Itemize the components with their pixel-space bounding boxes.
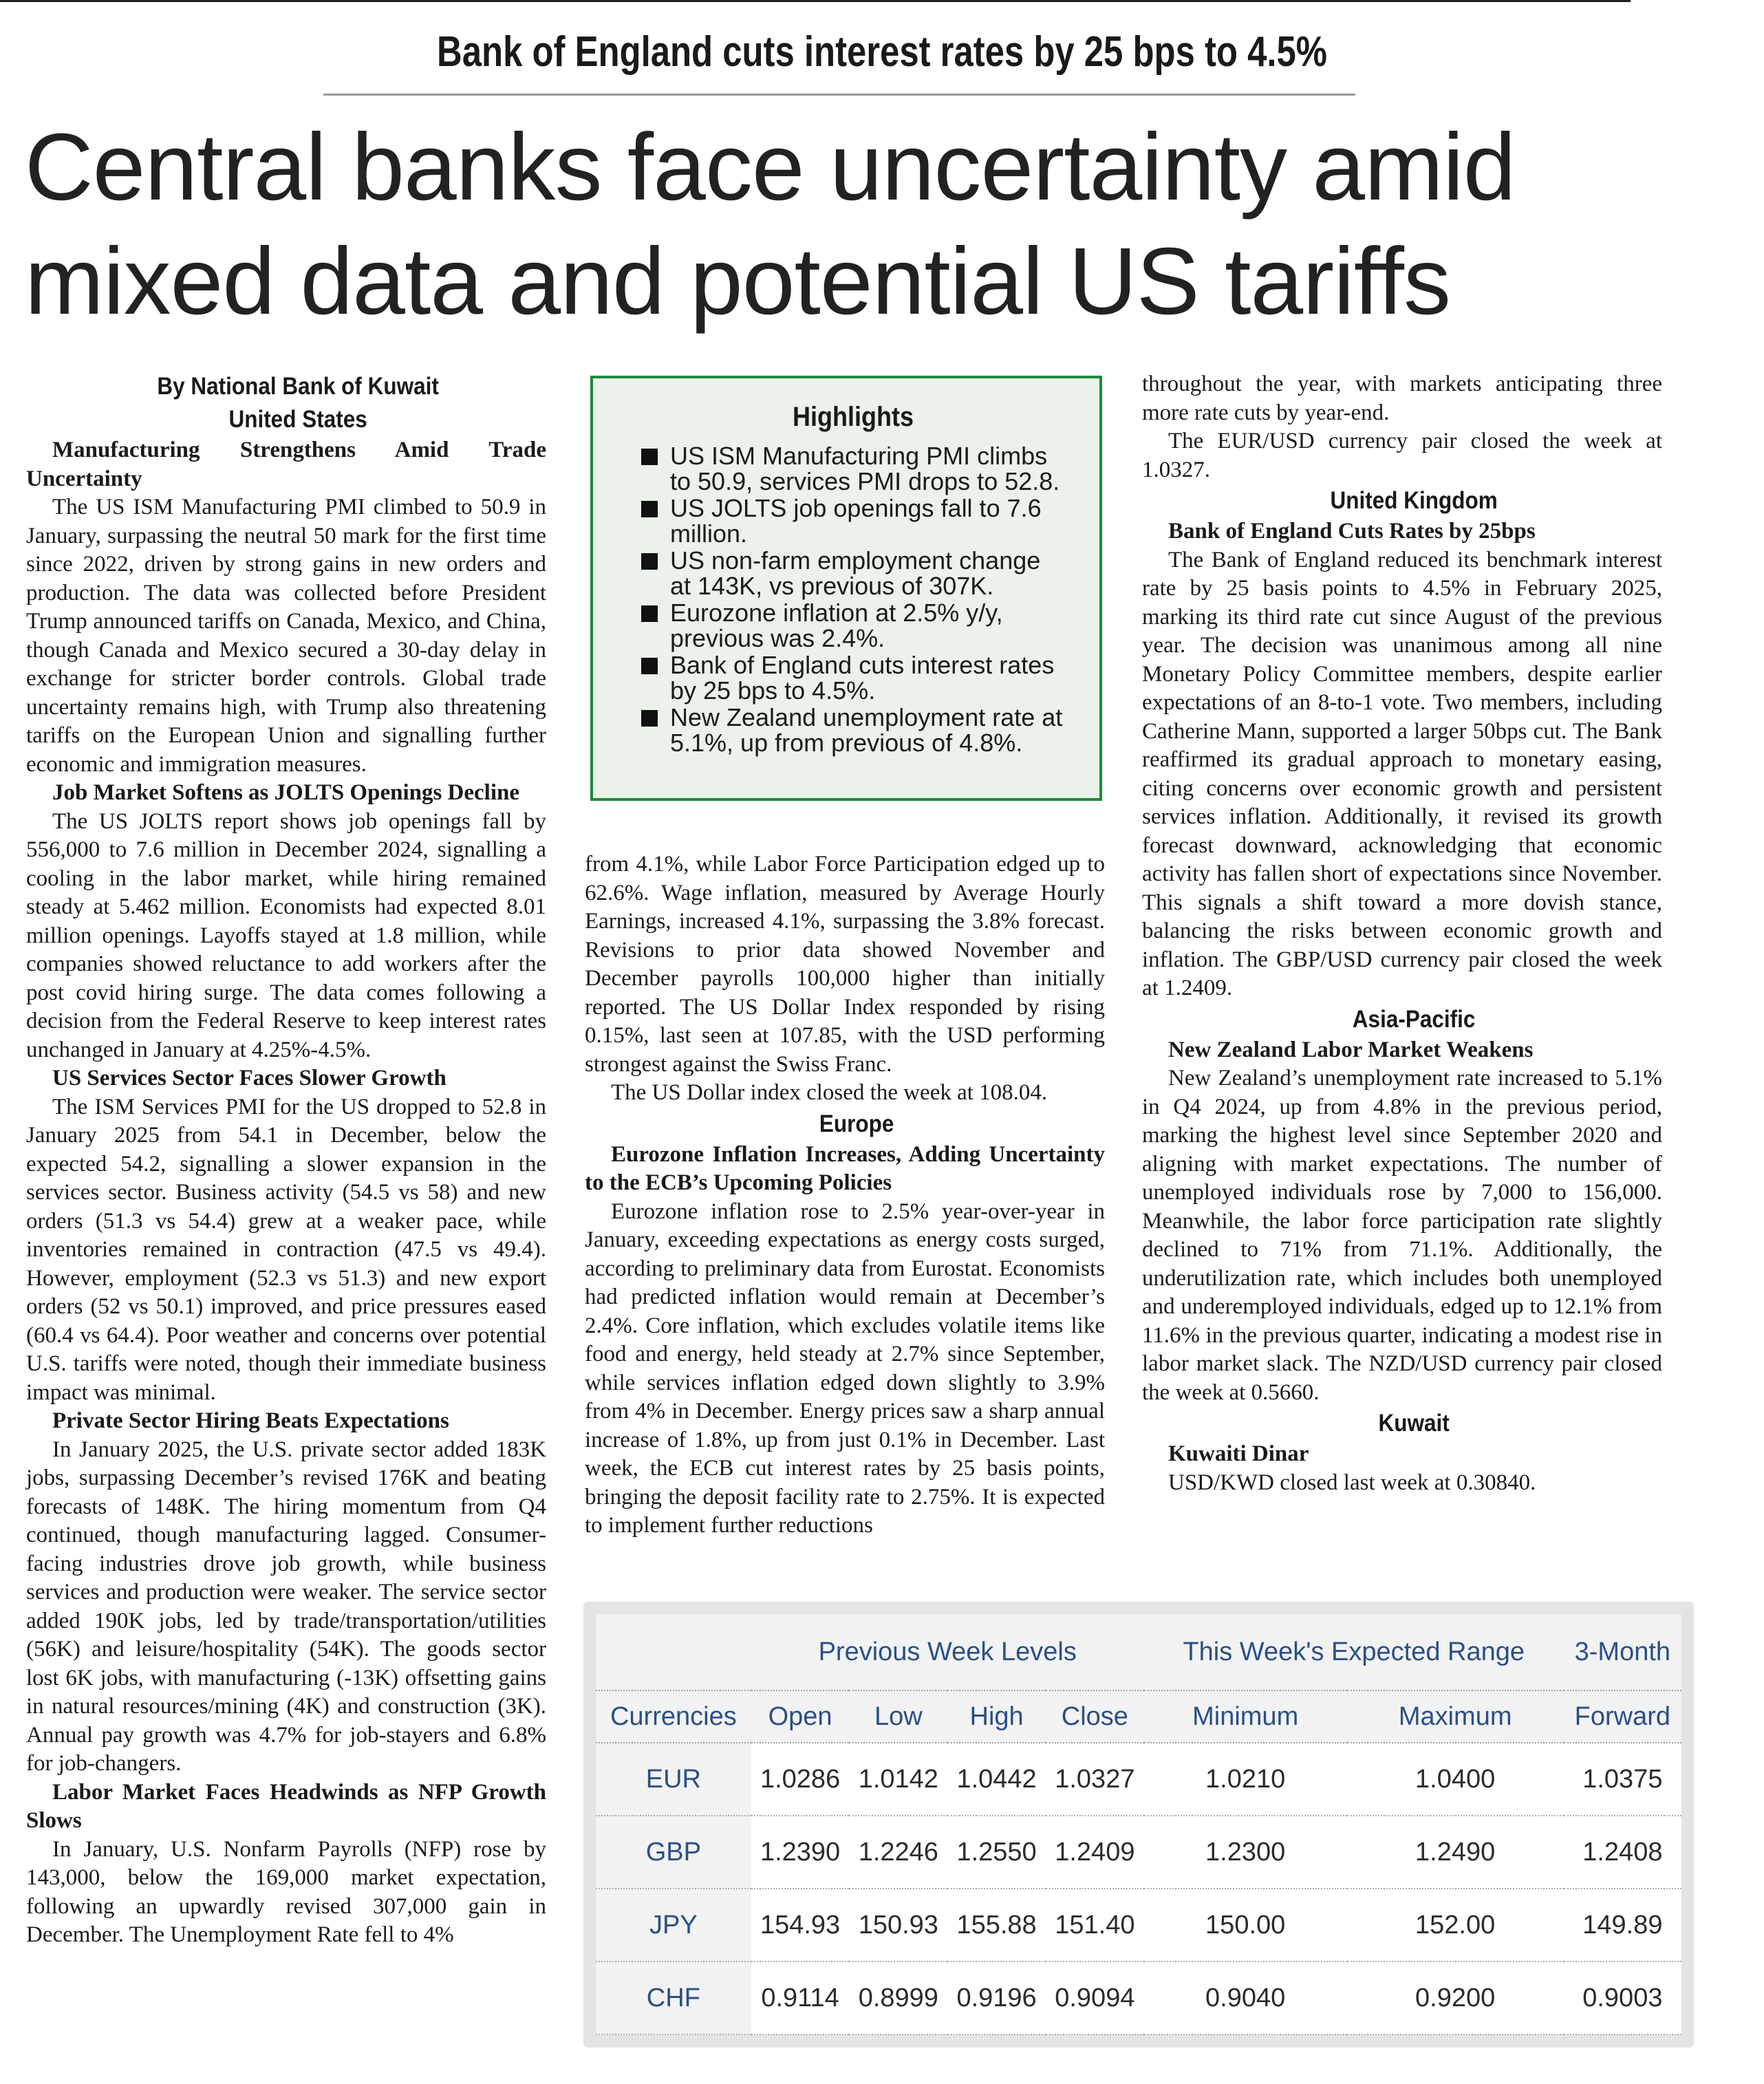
- column-header: Forward: [1564, 1690, 1681, 1743]
- currency-cell: CHF: [596, 1962, 751, 2034]
- bullet-square-icon: [641, 449, 658, 465]
- table-cell: 0.8999: [849, 1962, 947, 2034]
- paragraph-nfp-part1: In January, U.S. Nonfarm Payrolls (NFP) rose by 143,000, below the 169,000 market expectation, following an upwardly revised 307,000 gain in December. The Unemployment Rate fell to 4%: [26, 1836, 546, 1947]
- table-cell: 1.0142: [849, 1743, 947, 1816]
- table-row: [596, 1816, 1681, 1889]
- column-header: Minimum: [1144, 1690, 1347, 1743]
- bullet-square-icon: [641, 605, 658, 622]
- paragraph-eurozone: Eurozone inflation rose to 2.5% year-over-year in January, exceeding expectations as energy costs surged, according to preliminary data from Eurostat. Economists had predicted inflation would remain at December’s 2.4%. Core inflation, which excludes volatile items like food and energy, held steady at 2.7% since September, while services inflation edged down slightly to 3.9% from 4% in December. Energy prices saw a sharp annual increase of 1.8%, up from just 0.1% in December. Last week, the ECB cut interest rates by 25 basis points, bringing the deposit facility rate to 2.75%. It is expected to implement further reductions: [585, 1199, 1105, 1538]
- subhead-boe: Bank of England Cuts Rates by 25bps: [1168, 519, 1536, 544]
- table-cell: 0.9003: [1564, 1962, 1681, 2034]
- table-column-header-row: [596, 1690, 1681, 1743]
- table-cell: 0.9196: [947, 1962, 1046, 2034]
- highlights-box: [590, 376, 1102, 801]
- table-cell: 1.0286: [751, 1743, 850, 1816]
- table-cell: 155.88: [947, 1889, 1046, 1962]
- paragraph-dxy-close: The US Dollar index closed the week at 108.04.: [611, 1080, 1048, 1105]
- bullet-square-icon: [641, 710, 658, 727]
- section-united-kingdom: United Kingdom: [1330, 487, 1498, 514]
- highlight-item: [641, 548, 1065, 599]
- table-cell: 1.0327: [1046, 1743, 1144, 1816]
- table-group-header-row: [596, 1614, 1681, 1690]
- kicker-headline: Bank of England cuts interest rates by 25 bps to 4.5%: [437, 28, 1327, 76]
- column-2: [585, 850, 1105, 1540]
- highlight-text: Bank of England cuts interest rates by 25 bps to 4.5%.: [670, 651, 1055, 705]
- table-cell: 151.40: [1046, 1889, 1144, 1962]
- subhead-new-zealand: New Zealand Labor Market Weakens: [1168, 1037, 1534, 1062]
- fx-table: [596, 1614, 1681, 2035]
- table-cell: 1.2246: [849, 1816, 947, 1889]
- table-cell: 1.2408: [1564, 1816, 1681, 1889]
- column-1: [26, 370, 546, 1950]
- table-cell: 1.0210: [1144, 1743, 1347, 1816]
- highlight-item: [641, 600, 1065, 651]
- paragraph-boe: The Bank of England reduced its benchmark interest rate by 25 basis points to 4.5% in February 2025, marking its third rate cut since August of the previous year. The decision was unanimous among all nine Monetary Policy Committee members, despite earlier expectations of an 8-to-1 vote. Two members, including Catherine Mann, supported a larger 50bps cut. The Bank reaffirmed its gradual approach to monetary easing, citing concerns over economic growth and persistent services inflation. Additionally, it revised its growth forecast downward, acknowledging that economic activity has fallen short of expectations since November. This signals a shift toward a more dovish stance, balancing the risks between economic growth and inflation. The GBP/USD currency pair closed the week at 1.2409.: [1142, 547, 1662, 1000]
- main-headline: Central banks face uncertainty amid mixed data and potential US tariffs: [25, 114, 1516, 334]
- section-europe: Europe: [819, 1110, 894, 1137]
- fx-table-panel: [583, 1602, 1694, 2048]
- highlight-text: US ISM Manufacturing PMI climbs to 50.9, services PMI drops to 52.8.: [670, 442, 1060, 495]
- column-3: [1142, 370, 1662, 1497]
- currency-cell: JPY: [596, 1889, 751, 1962]
- subhead-jolts: Job Market Softens as JOLTS Openings Decline: [52, 780, 520, 805]
- subhead-manufacturing: Manufacturing Strengthens Amid Trade Uncertainty: [26, 438, 546, 491]
- paragraph-private-hiring: In January 2025, the U.S. private sector added 183K jobs, surpassing December’s revised 176K and beating forecasts of 148K. The hiring momentum from Q4 continued, though manufacturing lagged. Consumer-facing industries drove job growth, while business services and production were weaker. The service sector added 190K jobs, led by trade/transportation/utilities (56K) and leisure/hospitality (54K). The goods sector lost 6K jobs, with manufacturing (-13K) offsetting gains in natural resources/mining (4K) and construction (3K). Annual pay growth was 4.7% for job-stayers and 6.8% for job-changers.: [26, 1437, 546, 1776]
- highlight-item: [641, 495, 1065, 546]
- paragraph-eurozone-cont: throughout the year, with markets anticipating three more rate cuts by year-end.: [1142, 372, 1662, 425]
- currency-cell: GBP: [596, 1816, 751, 1889]
- table-cell: 0.9114: [751, 1962, 850, 2034]
- table-row: [596, 1743, 1681, 1816]
- column-header: Open: [751, 1690, 850, 1743]
- subhead-kuwaiti-dinar: Kuwaiti Dinar: [1168, 1441, 1309, 1466]
- paragraph-nfp-part2: from 4.1%, while Labor Force Participation edged up to 62.6%. Wage inflation, measured by Average Hourly Earnings, increased 4.1%, surpassing the 3.8% forecast. Revisions to prior data showed November and December payrolls 100,000 higher than initially reported. The US Dollar Index responded by rising 0.15%, last seen at 107.85, with the USD performing strongest against the Swiss Franc.: [585, 852, 1105, 1077]
- column-header: Low: [849, 1690, 947, 1743]
- table-cell: 150.93: [849, 1889, 947, 1962]
- paragraph-new-zealand: New Zealand’s unemployment rate increased to 5.1% in Q4 2024, up from 4.8% in the previous period, marking the highest level since September 2020 and aligning with market expectations. The number of unemployed individuals rose by 7,000 to 156,000. Meanwhile, the labor force participation rate slightly declined to 71% from 71.1%. Additionally, the underutilization rate, which includes both unemployed and underemployed individuals, edged up to 12.1% from 11.6% in the previous quarter, indicating a modest rise in labor market slack. The NZD/USD currency pair closed the week at 0.5660.: [1142, 1066, 1662, 1405]
- table-row: [596, 1962, 1681, 2034]
- table-cell: 1.0400: [1347, 1743, 1564, 1816]
- table-cell: 1.2409: [1046, 1816, 1144, 1889]
- section-asia-pacific: Asia-Pacific: [1352, 1005, 1476, 1033]
- paragraph-kuwaiti-dinar: USD/KWD closed last week at 0.30840.: [1168, 1470, 1536, 1495]
- column-header: Close: [1046, 1690, 1144, 1743]
- bullet-square-icon: [641, 501, 658, 517]
- header-three-month: 3-Month: [1574, 1637, 1671, 1666]
- highlights-title: Highlights: [793, 402, 914, 432]
- paragraph-jolts: The US JOLTS report shows job openings fall by 556,000 to 7.6 million in December 2024, signalling a cooling in the labor market, while hiring remained steady at 5.462 million. Economists had expected 8.01 million openings. Layoffs stayed at 1.8 million, while companies showed reluctance to add workers after the post covid hiring surge. The data comes following a decision from the Federal Reserve to keep interest rates unchanged in January at 4.25%-4.5%.: [26, 808, 546, 1062]
- table-header-blank: [596, 1614, 751, 1690]
- bullet-square-icon: [641, 658, 658, 674]
- section-united-states: United States: [228, 406, 367, 433]
- table-cell: 152.00: [1347, 1889, 1564, 1962]
- paragraph-manufacturing: The US ISM Manufacturing PMI climbed to 50.9 in January, surpassing the neutral 50 mark for the first time since 2022, driven by strong gains in new orders and production. The data was collected before President Trump announced tariffs on Canada, Mexico, and China, though Canada and Mexico secured a 30-day delay in exchange for stricter border controls. Global trade uncertainty remains high, with Trump also threatening tariffs on the European Union and signalling further economic and immigration measures.: [26, 495, 546, 777]
- paragraph-eur-close: The EUR/USD currency pair closed the week at 1.0327.: [1142, 429, 1662, 482]
- column-header: High: [947, 1690, 1046, 1743]
- subhead-eurozone: Eurozone Inflation Increases, Adding Uncertainty to the ECB’s Upcoming Policies: [585, 1141, 1105, 1195]
- table-cell: 1.2300: [1144, 1816, 1347, 1889]
- column-header: Maximum: [1347, 1690, 1564, 1743]
- section-kuwait: Kuwait: [1378, 1410, 1450, 1437]
- currency-cell: EUR: [596, 1743, 751, 1816]
- table-cell: 150.00: [1144, 1889, 1347, 1962]
- highlights-list: [641, 443, 1065, 755]
- highlight-item: [641, 652, 1065, 703]
- subhead-nfp: Labor Market Faces Headwinds as NFP Growth Slows: [26, 1779, 546, 1833]
- highlight-text: US JOLTS job openings fall to 7.6 million.: [670, 494, 1042, 548]
- table-cell: 0.9200: [1347, 1962, 1564, 2034]
- highlight-item: [641, 443, 1065, 494]
- highlight-text: US non-farm employment change at 143K, vs previous of 307K.: [670, 546, 1041, 600]
- top-rule: [0, 0, 1631, 2]
- highlight-item: [641, 705, 1065, 755]
- highlight-text: New Zealand unemployment rate at 5.1%, up from previous of 4.8%.: [670, 703, 1063, 757]
- table-cell: 1.2490: [1347, 1816, 1564, 1889]
- table-cell: 1.2390: [751, 1816, 850, 1889]
- table-cell: 1.0375: [1564, 1743, 1681, 1816]
- table-cell: 154.93: [751, 1889, 850, 1962]
- paragraph-services: The ISM Services PMI for the US dropped to 52.8 in January 2025 from 54.1 in December, below the expected 54.2, signalling a slower expansion in the services sector. Business activity (54.5 vs 58) and new orders (51.3 vs 54.4) grew at a weaker pace, while inventories remained in contraction (47.5 vs 49.4). However, employment (52.3 vs 51.3) and new export orders (52 vs 50.1) improved, and price pressures eased (60.4 vs 64.4). Poor weather and concerns over potential U.S. tariffs were noted, though their immediate business impact was minimal.: [26, 1094, 546, 1405]
- table-cell: 1.2550: [947, 1816, 1046, 1889]
- table-cell: 149.89: [1564, 1889, 1681, 1962]
- bullet-square-icon: [641, 553, 658, 570]
- table-cell: 1.0442: [947, 1743, 1046, 1816]
- table-cell: 0.9094: [1046, 1962, 1144, 2034]
- header-previous-week-levels: Previous Week Levels: [818, 1637, 1077, 1666]
- highlight-text: Eurozone inflation at 2.5% y/y, previous was 2.4%.: [670, 599, 1003, 652]
- kicker-rule: [323, 94, 1355, 96]
- header-expected-range: This Week's Expected Range: [1183, 1637, 1525, 1666]
- subhead-services: US Services Sector Faces Slower Growth: [52, 1066, 447, 1091]
- table-cell: 0.9040: [1144, 1962, 1347, 2034]
- column-header: Currencies: [596, 1690, 751, 1743]
- subhead-private-hiring: Private Sector Hiring Beats Expectations: [52, 1408, 449, 1433]
- byline: By National Bank of Kuwait: [157, 373, 439, 400]
- table-row: [596, 1889, 1681, 1962]
